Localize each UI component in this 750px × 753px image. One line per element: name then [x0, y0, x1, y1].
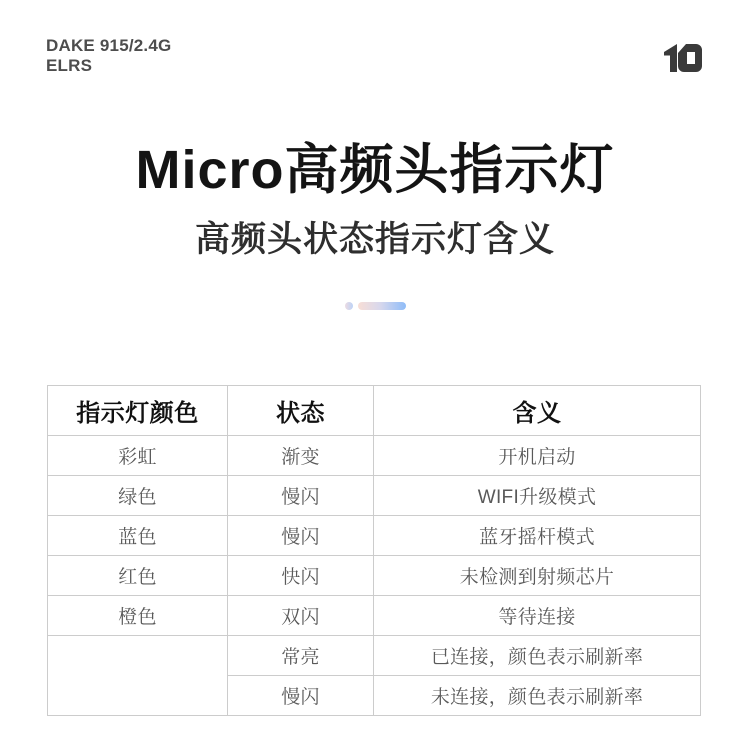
cell-color: 绿色 [48, 476, 228, 516]
cell-color: 彩虹 [48, 436, 228, 476]
table-row [48, 596, 701, 636]
cell-status: 快闪 [228, 556, 374, 596]
indicator-table-container [47, 385, 700, 716]
page-number-icon [662, 42, 706, 74]
cell-meaning: 蓝牙摇杆模式 [374, 516, 701, 556]
cell-meaning: 等待连接 [374, 596, 701, 636]
cell-meaning: WIFI升级模式 [374, 476, 701, 516]
cell-status: 慢闪 [228, 516, 374, 556]
divider-gradient-bar [358, 302, 406, 310]
cell-status: 常亮 [228, 636, 374, 676]
page-subtitle: 高频头状态指示灯含义 [194, 220, 555, 259]
cell-meaning: 未连接，颜色表示刷新率 [374, 676, 701, 716]
cell-status: 慢闪 [228, 476, 374, 516]
table-row [48, 476, 701, 516]
device-label [46, 36, 171, 76]
table-row [48, 516, 701, 556]
table-row [48, 636, 701, 676]
cell-color-merged-empty [48, 636, 228, 716]
device-label-line1: DAKE 915/2.4G [46, 36, 172, 55]
col-header-indicator-color: 指示灯颜色 [48, 386, 228, 436]
cell-status: 渐变 [228, 436, 374, 476]
col-header-status: 状态 [228, 386, 374, 436]
device-label-line2: ELRS [46, 56, 93, 75]
table-row [48, 436, 701, 476]
table-header-row [48, 386, 701, 436]
col-header-meaning: 含义 [374, 386, 701, 436]
cell-status: 双闪 [228, 596, 374, 636]
cell-color: 红色 [48, 556, 228, 596]
cell-color: 橙色 [48, 596, 228, 636]
indicator-table [47, 385, 701, 716]
cell-meaning: 未检测到射频芯片 [374, 556, 701, 596]
divider-dot [345, 302, 353, 310]
cell-meaning: 开机启动 [374, 436, 701, 476]
decorative-divider [0, 302, 750, 310]
cell-color: 蓝色 [48, 516, 228, 556]
table-row [48, 556, 701, 596]
page-title: Micro高频头指示灯 [135, 140, 615, 200]
cell-meaning: 已连接，颜色表示刷新率 [374, 636, 701, 676]
cell-status: 慢闪 [228, 676, 374, 716]
